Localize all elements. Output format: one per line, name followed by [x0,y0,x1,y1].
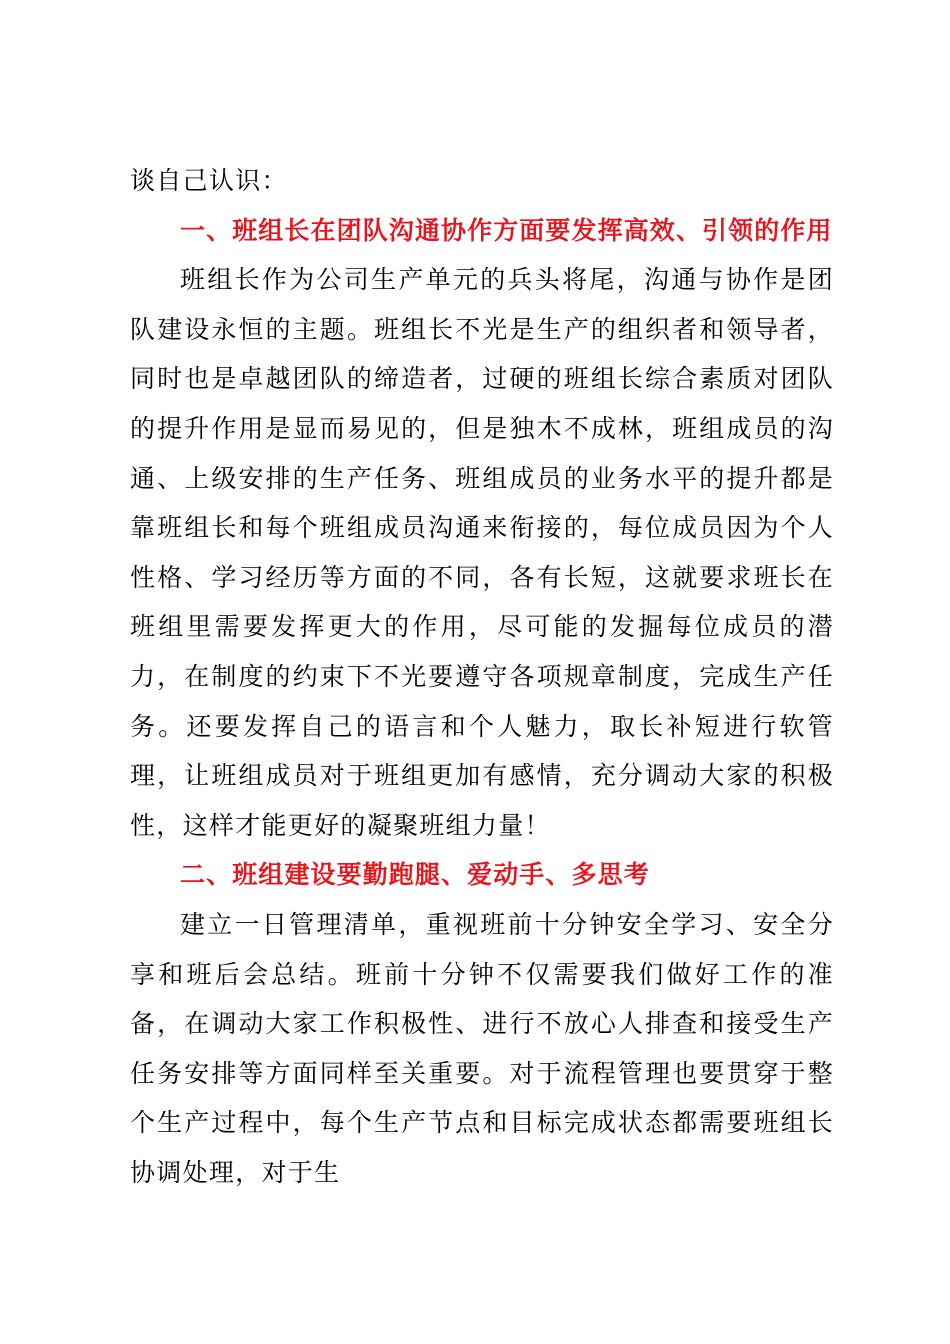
section-1-heading: 一、班组长在团队沟通协作方面要发挥高效、引领的作用 [180,215,833,245]
document-body [130,156,834,1197]
intro-line: 谈自己认识： [130,166,288,195]
section-2-heading: 二、班组建设要勤跑腿、爱动手、多思考 [180,860,650,890]
section-1-paragraph: 班组长作为公司生产单元的兵头将尾，沟通与协作是团队建设永恒的主题。班组长不光是生产的组织者和领导者，同时也是卓越团队的缔造者，过硬的班组长综合素质对团队的提升作用是显而易见的，但是独木不成林，班组成员的沟通、上级安排的生产任务、班组成员的业务水平的提升都是靠班组长和每个班组成员沟通来衔接的，每位成员因为个人性格、学习经历等方面的不同，各有长短，这就要求班长在班组里需要发挥更大的作用，尽可能的发掘每位成员的潜力，在制度的约束下不光要遵守各项规章制度，完成生产任务。还要发挥自己的语言和个人魅力，取长补短进行软管理，让班组成员对于班组更加有感情，充分调动大家的积极性，这样才能更好的凝聚班组力量！ [130,265,834,840]
section-2-paragraph: 建立一日管理清单，重视班前十分钟安全学习、安全分享和班后会总结。班前十分钟不仅需要我们做好工作的准备，在调动大家工作积极性、进行不放心人排查和接受生产任务安排等方面同样至关重要。对于流程管理也要贯穿于整个生产过程中，每个生产节点和目标完成状态都需要班组长协调处理，对于生 [130,909,834,1187]
